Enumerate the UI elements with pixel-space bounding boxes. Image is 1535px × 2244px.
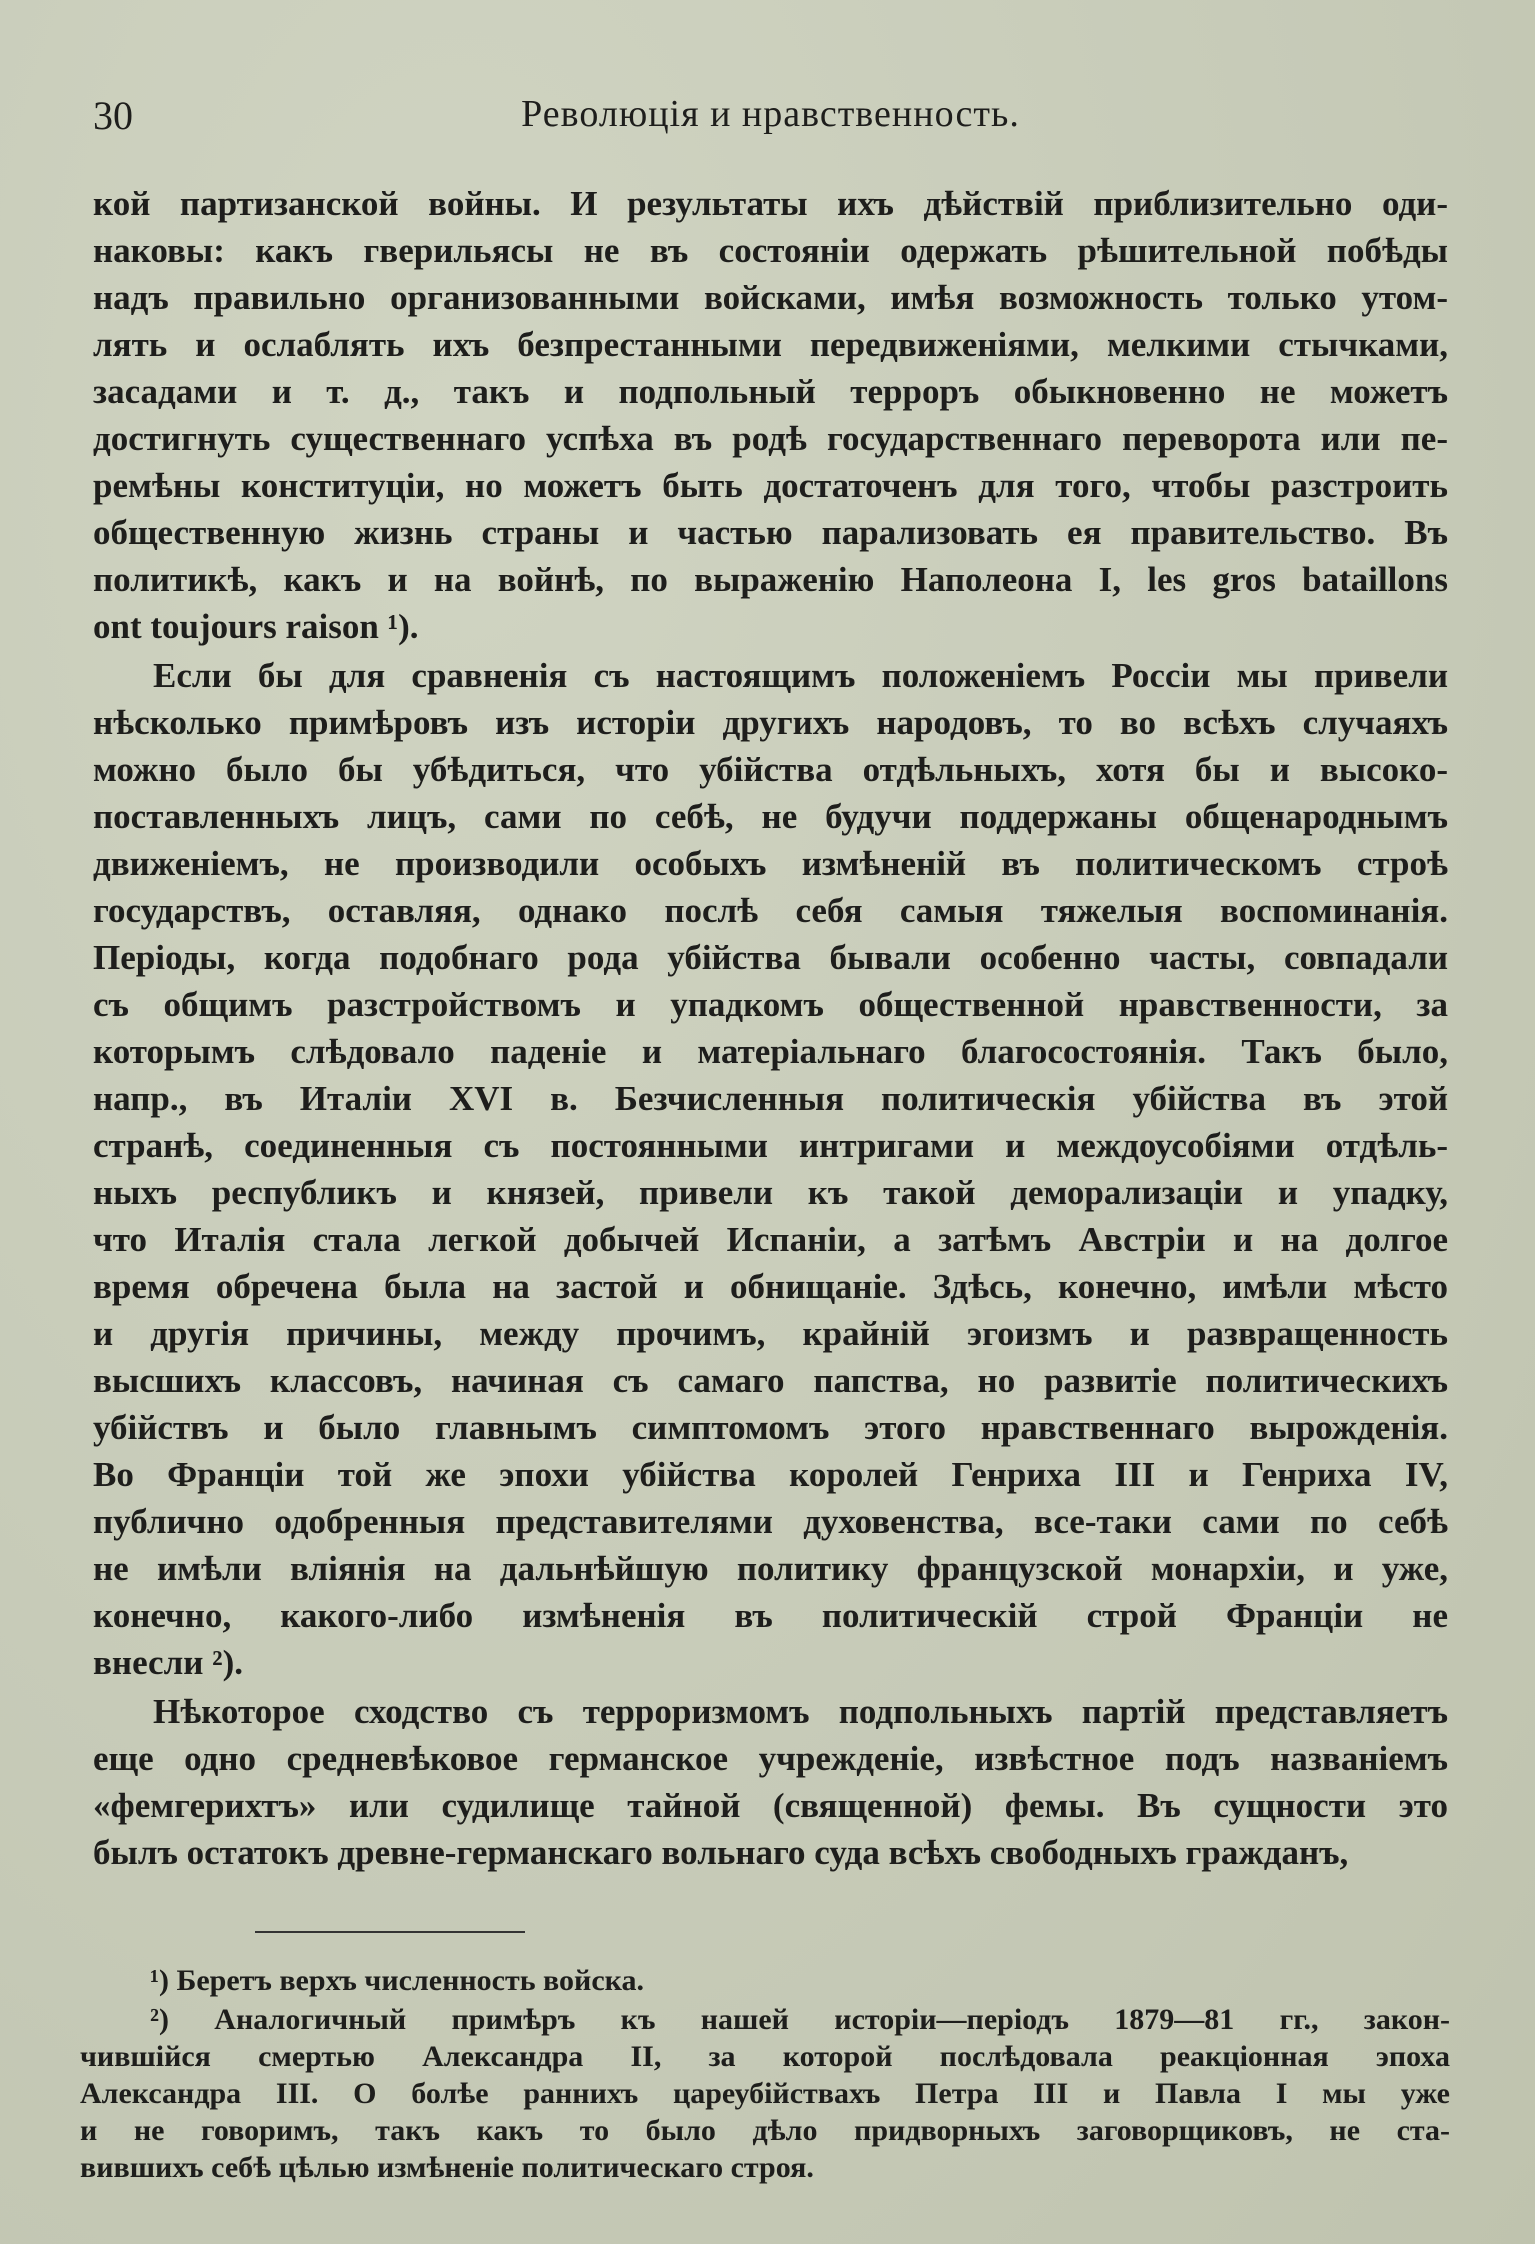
text-line: не имѣли вліянія на дальнѣйшую политику французской монархіи, и уже, xyxy=(93,1549,1448,1588)
text-line: высшихъ классовъ, начиная съ самаго папства, но развитіе политическихъ xyxy=(93,1361,1448,1400)
text-line: кой партизанской войны. И результаты ихъ дѣйствій приблизительно оди- xyxy=(93,184,1448,223)
text-line: и другія причины, между прочимъ, крайній эгоизмъ и развращенность xyxy=(93,1314,1448,1353)
text-line: съ общимъ разстройствомъ и упадкомъ общественной нравственности, за xyxy=(93,985,1448,1024)
text-line: убійствъ и было главнымъ симптомомъ этого нравственнаго вырожденія. xyxy=(93,1408,1448,1447)
text-line: надъ правильно организованными войсками, имѣя возможность только утом- xyxy=(93,278,1448,317)
text-line: время обречена была на застой и обнищаніе. Здѣсь, конечно, имѣли мѣсто xyxy=(93,1267,1448,1306)
footnote xyxy=(80,2001,1450,2186)
text-line: государствъ, оставляя, однако послѣ себя самыя тяжелыя воспоминанія. xyxy=(93,891,1448,930)
text-line: еще одно средневѣковое германское учрежденіе, извѣстное подъ названіемъ xyxy=(93,1739,1448,1778)
text-line: ont toujours raison ¹). xyxy=(93,607,419,646)
text-line: публично одобренныя представителями духовенства, все-таки сами по себѣ xyxy=(93,1502,1448,1541)
text-line: ²) Аналогичный примѣръ къ нашей исторіи—періодъ 1879—81 гг., закон- xyxy=(150,2003,1450,2036)
text-line: общественную жизнь страны и частью парализовать ея правительство. Въ xyxy=(93,513,1448,552)
text-line: вившихъ себѣ цѣлью измѣненіе политическаго строя. xyxy=(80,2151,814,2184)
text-line: чившійся смертью Александра II, за которой послѣдовала реакціонная эпоха xyxy=(80,2040,1450,2073)
text-line: ремѣны конституціи, но можетъ быть достаточенъ для того, чтобы разстроить xyxy=(93,466,1448,505)
text-line: политикѣ, какъ и на войнѣ, по выраженію Наполеона I, les gros bataillons xyxy=(93,560,1448,599)
text-line: напр., въ Италіи XVI в. Безчисленныя политическія убійства въ этой xyxy=(93,1079,1448,1118)
footnotes xyxy=(80,1962,1450,2186)
text-line: нѣсколько примѣровъ изъ исторіи другихъ народовъ, то во всѣхъ случаяхъ xyxy=(93,703,1448,742)
text-line: Если бы для сравненія съ настоящимъ положеніемъ Россіи мы привели xyxy=(153,656,1448,695)
footnote xyxy=(80,1962,1450,1999)
text-line: ¹) Беретъ верхъ численность войска. xyxy=(150,1964,644,1997)
text-line: движеніемъ, не производили особыхъ измѣненій въ политическомъ строѣ xyxy=(93,844,1448,883)
page-number: 30 xyxy=(93,93,133,138)
text-line: Во Франціи той же эпохи убійства королей Генриха III и Генриха IV, xyxy=(93,1455,1448,1494)
text-line: и не говоримъ, такъ какъ то было дѣло придворныхъ заговорщиковъ, не ста- xyxy=(80,2114,1450,2147)
text-line: былъ остатокъ древне-германскаго вольнаго суда всѣхъ свободныхъ гражданъ, xyxy=(93,1833,1349,1872)
text-line: внесли ²). xyxy=(93,1643,244,1682)
text-line: что Италія стала легкой добычей Испаніи, а затѣмъ Австріи и на долгое xyxy=(93,1220,1448,1259)
text-line: Нѣкоторое сходство съ терроризмомъ подпольныхъ партій представляетъ xyxy=(153,1692,1448,1731)
text-line: странѣ, соединенныя съ постоянными интригами и междоусобіями отдѣль- xyxy=(93,1126,1448,1165)
text-line: конечно, какого-либо измѣненія въ политическій строй Франціи не xyxy=(93,1596,1448,1635)
text-line: Періоды, когда подобнаго рода убійства бывали особенно часты, совпадали xyxy=(93,938,1448,977)
page-header xyxy=(93,92,1448,152)
text-line: Александра III. О болѣе раннихъ цареубійствахъ Петра III и Павла I мы уже xyxy=(80,2077,1450,2110)
text-line: засадами и т. д., такъ и подпольный терроръ обыкновенно не можетъ xyxy=(93,372,1448,411)
body-text xyxy=(93,180,1448,1876)
footnote-divider xyxy=(255,1931,525,1933)
text-line: лять и ослаблять ихъ безпрестанными передвиженіями, мелкими стычками, xyxy=(93,325,1448,364)
text-line: наковы: какъ гверильясы не въ состояніи одержать рѣшительной побѣды xyxy=(93,231,1448,270)
text-line: поставленныхъ лицъ, сами по себѣ, не будучи поддержаны общенароднымъ xyxy=(93,797,1448,836)
paragraph xyxy=(93,1688,1448,1876)
paragraph xyxy=(93,180,1448,650)
text-line: ныхъ республикъ и князей, привели къ такой деморализаціи и упадку, xyxy=(93,1173,1448,1212)
text-line: «фемгерихтъ» или судилище тайной (священной) фемы. Въ сущности это xyxy=(93,1786,1448,1825)
paragraph xyxy=(93,652,1448,1686)
text-line: можно было бы убѣдиться, что убійства отдѣльныхъ, хотя бы и высоко- xyxy=(93,750,1448,789)
text-line: которымъ слѣдовало паденіе и матеріальнаго благосостоянія. Такъ было, xyxy=(93,1032,1448,1071)
text-line: достигнуть существеннаго успѣха въ родѣ государственнаго переворота или пе- xyxy=(93,419,1448,458)
running-title: Революція и нравственность. xyxy=(521,93,1020,135)
